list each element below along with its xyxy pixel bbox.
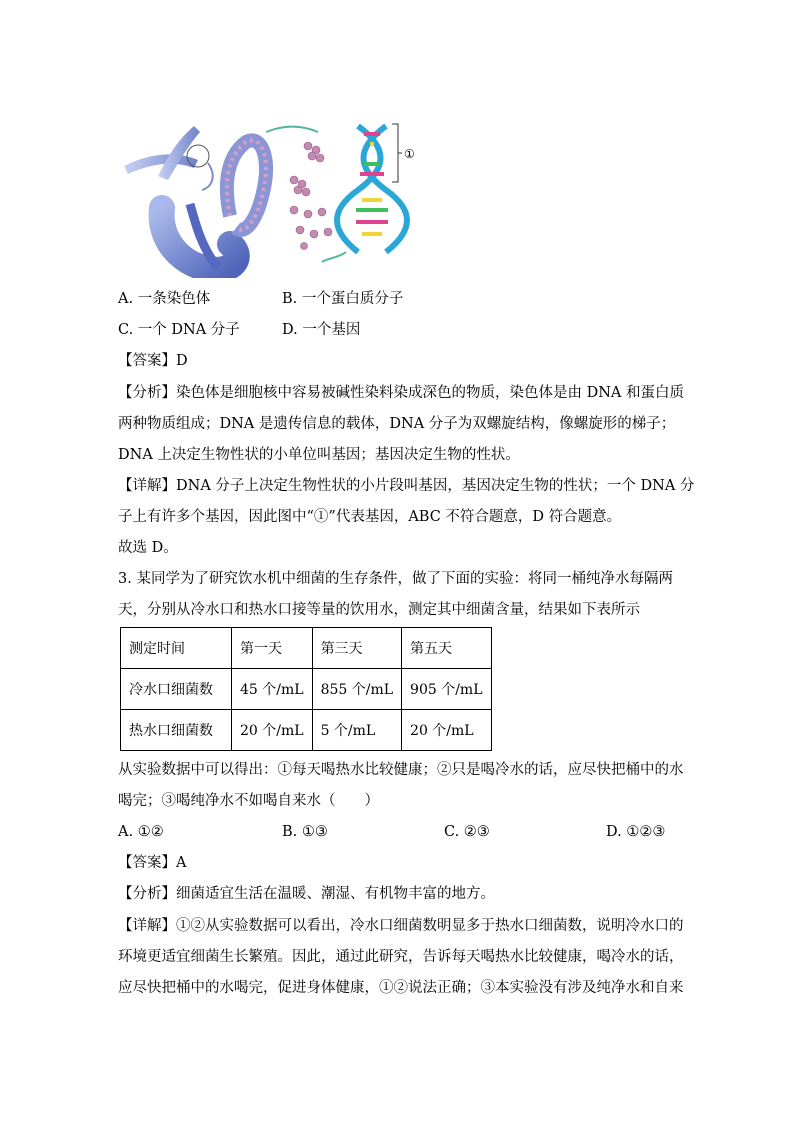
analysis-tag: 【分析】 — [118, 385, 176, 401]
analysis-text: 细菌适宜生活在温暖、潮湿、有机物丰富的地方。 — [176, 886, 495, 902]
q3-detail-line-2: 环境更适宜细菌生长繁殖。因此，通过此研究，告诉每天喝热水比较健康，喝冷水的话， — [118, 949, 684, 965]
q2-option-a: A. 一条染色体 — [118, 291, 211, 307]
nucleosome-beads — [290, 142, 332, 250]
chromosome-shape — [124, 126, 213, 190]
q2-option-d: D. 一个基因 — [282, 322, 361, 338]
table-cell: 20 个/mL — [402, 710, 491, 751]
q3-stem-line-1: 3. 某同学为了研究饮水机中细菌的生存条件，做了下面的实验：将同一桶纯净水每隔两 — [118, 571, 673, 587]
answer-value: A — [176, 855, 187, 871]
q2-analysis-line-3: DNA 上决定生物性状的小单位叫基因；基因决定生物的性状。 — [118, 447, 520, 463]
marker-bracket — [392, 124, 402, 182]
table-row — [121, 710, 492, 751]
q2-option-b: B. 一个蛋白质分子 — [282, 291, 404, 307]
answer-tag: 【答案】 — [118, 855, 176, 871]
q3-answer — [118, 853, 186, 873]
detail-tag: 【详解】 — [118, 918, 176, 934]
q3-option-b: B. ①③ — [282, 824, 328, 840]
dna-helix-shape — [322, 126, 407, 262]
table-cell: 855 个/mL — [312, 669, 401, 710]
q3-question-line-2: 喝完；③喝纯净水不如喝自来水（ ） — [118, 793, 379, 809]
table-cell: 第三天 — [312, 628, 401, 669]
q2-option-c: C. 一个 DNA 分子 — [118, 322, 240, 338]
q3-analysis — [118, 884, 495, 904]
q3-detail-line-3: 应尽快把桶中的水喝完，促进身体健康，①②说法正确；③本实验没有涉及纯净水和自来 — [118, 980, 684, 996]
analysis-tag: 【分析】 — [118, 886, 176, 902]
table-cell: 热水口细菌数 — [121, 710, 232, 751]
q2-detail-line-2: 子上有许多个基因，因此图中“①”代表基因，ABC 不符合题意，D 符合题意。 — [118, 509, 622, 525]
q3-option-d: D. ①②③ — [606, 824, 666, 840]
table-header-row — [121, 628, 492, 669]
table-cell: 45 个/mL — [232, 669, 313, 710]
bacteria-table — [120, 627, 492, 751]
q2-analysis-line-2: 两种物质组成；DNA 是遗传信息的载体，DNA 分子为双螺旋结构，像螺旋形的梯子； — [118, 416, 676, 432]
table-cell: 第五天 — [402, 628, 491, 669]
table-cell: 测定时间 — [121, 628, 232, 669]
table-cell: 第一天 — [232, 628, 313, 669]
detail-text: DNA 分子上决定生物性状的小片段叫基因，基因决定生物的性状；一个 DNA 分 — [176, 478, 695, 494]
q3-detail-line-1 — [118, 916, 684, 936]
q2-detail-line-1 — [118, 476, 694, 496]
answer-tag: 【答案】 — [118, 353, 176, 369]
q3-option-a: A. ①② — [118, 824, 164, 840]
table-cell: 20 个/mL — [232, 710, 313, 751]
analysis-text: 染色体是细胞核中容易被碱性染料染成深色的物质，染色体是由 DNA 和蛋白质 — [176, 385, 684, 401]
q3-question-line-1: 从实验数据中可以得出：①每天喝热水比较健康；②只是喝冷水的话，应尽快把桶中的水 — [118, 762, 684, 778]
table-row — [121, 669, 492, 710]
q3-option-c: C. ②③ — [444, 824, 490, 840]
q2-answer — [118, 351, 188, 371]
marker-label: ① — [404, 147, 415, 161]
detail-text: ①②从实验数据可以看出，冷水口细菌数明显多于热水口细菌数，说明冷水口的 — [176, 918, 684, 934]
table-cell: 5 个/mL — [312, 710, 401, 751]
answer-value: D — [176, 353, 188, 369]
table-cell: 905 个/mL — [402, 669, 491, 710]
q2-conclusion: 故选 D。 — [118, 540, 178, 556]
chromosome-dna-figure — [118, 118, 418, 278]
q2-analysis-line-1 — [118, 383, 684, 403]
detail-tag: 【详解】 — [118, 478, 176, 494]
table-cell: 冷水口细菌数 — [121, 669, 232, 710]
q3-stem-line-2: 天，分别从冷水口和热水口接等量的饮用水，测定其中细菌含量，结果如下表所示 — [118, 602, 640, 618]
